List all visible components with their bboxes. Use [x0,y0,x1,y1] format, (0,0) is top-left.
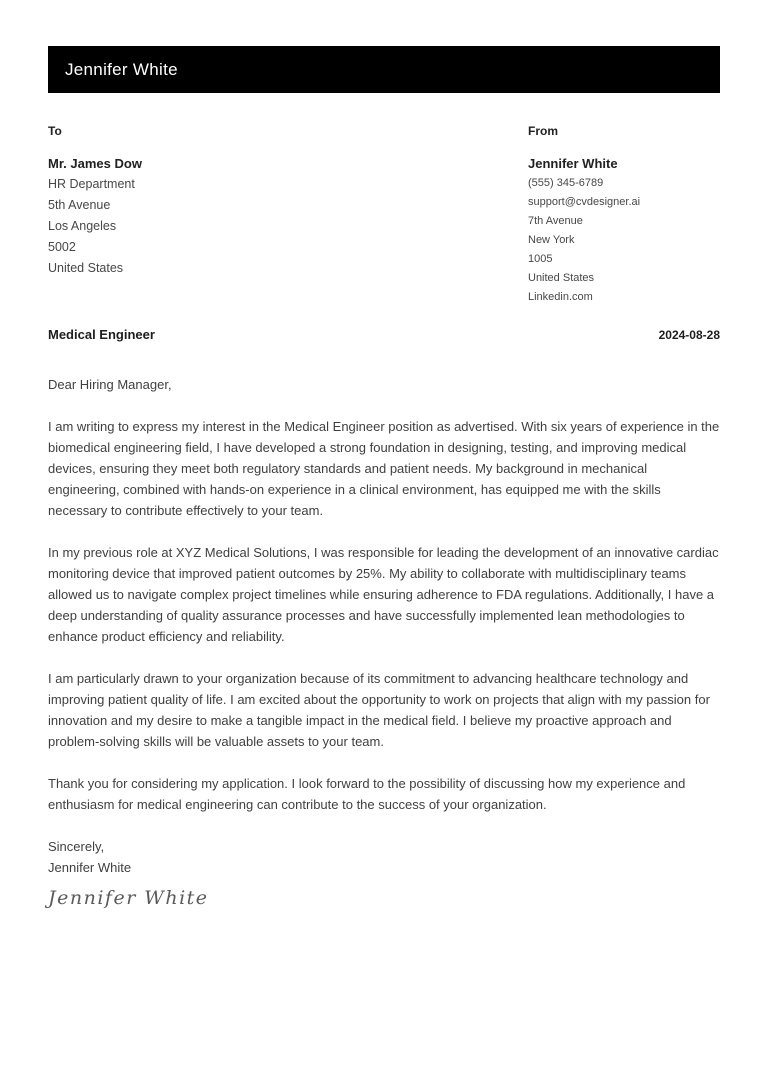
closing-block [48,836,720,878]
closing-name: Jennifer White [48,860,132,875]
sender-linkedin: Linkedin.com [528,291,593,303]
job-title: Medical Engineer [48,327,155,342]
sender-email: support@cvdesigner.ai [528,196,641,208]
recipient-zip: 5002 [48,240,76,254]
subject-row [48,327,720,342]
recipient-name: Mr. James Dow [48,156,142,171]
sender-name: Jennifer White [528,156,618,171]
sender-label: From [528,124,558,138]
sender-block [528,124,720,307]
handwritten-signature: Jennifer White [48,887,209,909]
recipient-city: Los Angeles [48,219,117,233]
paragraph-motivation: I am particularly drawn to your organization because of its commitment to advancing healthcare technology and improving patient quality of life. I am excited about the opportunity to work on projects that align with my passion for innovation and my desire to make a tangible impact in the medical field. I believe my proactive approach and problem-solving skills will be valuable assets to your team. [48,671,710,749]
paragraph-thanks: Thank you for considering my application. I look forward to the possibility of discussing how my experience and enthusiasm for medical engineering can contribute to the success of your organization. [48,776,686,812]
recipient-block [48,124,368,279]
sender-country: United States [528,272,595,284]
address-section [48,124,720,307]
letter-header-bar [48,46,720,93]
sender-street: 7th Avenue [528,215,583,227]
applicant-name: Jennifer White [65,59,178,79]
paragraph-experience: In my previous role at XYZ Medical Solutions, I was responsible for leading the development of an innovative cardiac monitoring device that improved patient outcomes by 25%. My ability to collaborate with multidisciplinary teams allowed us to navigate complex project timelines while ensuring adherence to FDA regulations. Additionally, I have a deep understanding of quality assurance processes and have successfully implemented lean methodologies to enhance product efficiency and reliability. [48,545,719,644]
letter-date: 2024-08-28 [658,328,720,342]
salutation: Dear Hiring Manager, [48,377,172,392]
closing-word: Sincerely, [48,839,105,854]
sender-zip: 1005 [528,253,553,265]
sender-city: New York [528,234,575,246]
paragraph-intro: I am writing to express my interest in the Medical Engineer position as advertised. With six years of experience in the biomedical engineering field, I have developed a strong foundation in designing, testing, and improving medical devices, ensuring they meet both regulatory standards and patient needs. My background in mechanical engineering, combined with hands-on experience in a clinical environment, has equipped me with the skills necessary to contribute effectively to your team. [48,419,720,518]
recipient-label: To [48,124,62,138]
sender-phone: (555) 345-6789 [528,177,604,189]
recipient-country: United States [48,261,124,275]
letter-body [48,374,720,909]
recipient-department: HR Department [48,177,135,191]
recipient-street: 5th Avenue [48,198,111,212]
